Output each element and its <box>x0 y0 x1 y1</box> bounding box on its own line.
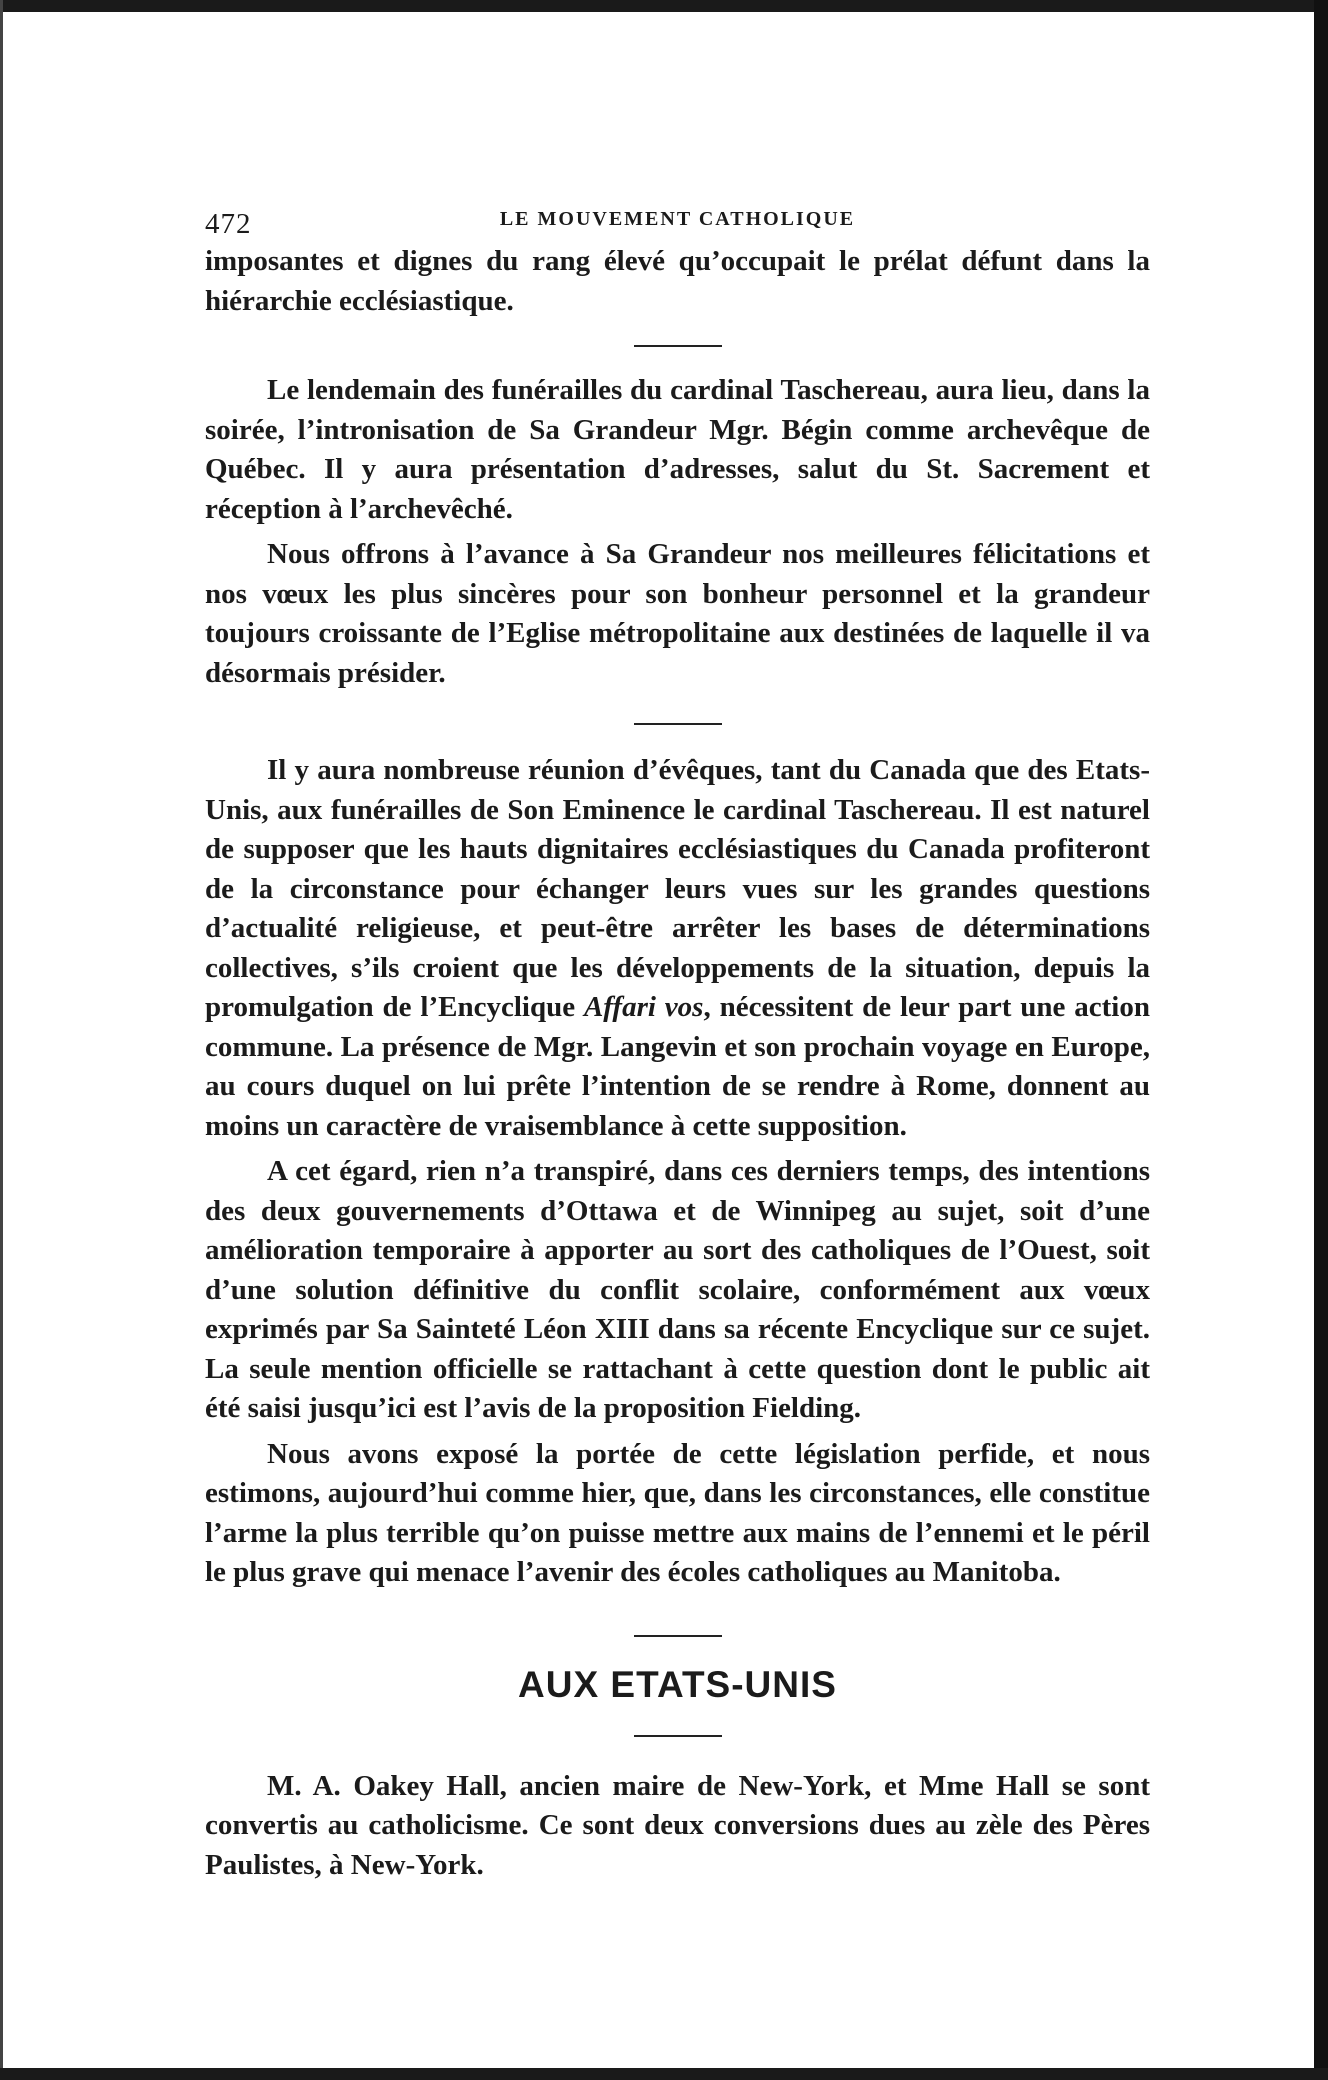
separator-rule <box>634 1735 722 1737</box>
paragraph-continued: imposantes et dignes du rang élevé qu’occupait le prélat défunt dans la hiérarchie ecclésiastique. <box>205 245 1150 317</box>
separator-rule <box>634 345 722 347</box>
separator-rule <box>634 723 722 725</box>
paragraph-intronisation: Le lendemain des funérailles du cardinal Taschereau, aura lieu, dans la soirée, l’intronisation de Sa Grandeur Mgr. Bégin comme archevêque de Québec. Il y aura présentation d’adresses, salut du St. Sacrement et réception à l’archevêché. <box>205 374 1150 525</box>
scan-border-top <box>0 0 1328 12</box>
paragraph-text: , nécessitent de leur part une action commune. La présence de Mgr. Langevin et son prochain voyage en Europe, au cours duquel on lui prête l’intention de se rendre à Rome, donnent au moins un caractère de vraisemblance à cette supposition. <box>205 991 1150 1142</box>
running-title: LE MOUVEMENT CATHOLIQUE <box>499 208 856 230</box>
scan-border-left <box>0 0 3 2080</box>
section-heading: AUX ETATS-UNIS <box>518 1663 837 1705</box>
separator-rule <box>634 1635 722 1637</box>
scan-border-right <box>1314 0 1328 2080</box>
paragraph-legislation: Nous avons exposé la portée de cette législation perfide, et nous estimons, aujourd’hui comme hier, que, dans les circonstances, elle constitue l’arme la plus terrible qu’on puisse mettre aux mains de l’ennemi et le péril le plus grave qui menace l’avenir des écoles catholiques au Manitoba. <box>205 1437 1150 1588</box>
scan-border-bottom <box>0 2068 1328 2080</box>
paragraph-text: Il y aura nombreuse réunion d’évêques, tant du Canada que des Etats-Unis, aux funérailles de Son Eminence le cardinal Taschereau. Il est naturel de supposer que les hauts dignitaires ecclésiastiques du Canada profiteront de la circonstance pour échanger leurs vues sur les grandes questions d’actualité religieuse, et peut-être arrêter les bases de déterminations collectives, s’ils croient que les développements de la situation, depuis la promulgation de l’Encyclique <box>205 754 1150 1023</box>
paragraph-conversions: M. A. Oakey Hall, ancien maire de New-York, et Mme Hall se sont convertis au catholicisme. Ce sont deux conversions dues au zèle des Pères Paulistes, à New-York. <box>205 1769 1150 1881</box>
paragraph-felicitations: Nous offrons à l’avance à Sa Grandeur nos meilleures félicitations et nos vœux les plus sincères pour son bonheur personnel et la grandeur toujours croissante de l’Eglise métropolitaine aux destinées de laquelle il va désormais présider. <box>205 538 1150 689</box>
page-number: 472 <box>205 208 252 240</box>
encyclical-title: Affari vos <box>583 991 704 1023</box>
book-page <box>205 190 1150 1885</box>
paragraph-reunion-eveques <box>205 751 1150 1146</box>
running-head <box>205 190 1150 240</box>
paragraph-gouvernements: A cet égard, rien n’a transpiré, dans ces derniers temps, des intentions des deux gouvernements d’Ottawa et de Winnipeg au sujet, soit d’une amélioration temporaire à apporter au sort des catholiques de l’Ouest, soit d’une solution définitive du conflit scolaire, conformément aux vœux exprimés par Sa Sainteté Léon XIII dans sa récente Encyclique sur ce sujet. La seule mention officielle se rattachant à cette question dont le public ait été saisi jusqu’ici est l’avis de la proposition Fielding. <box>205 1155 1150 1424</box>
